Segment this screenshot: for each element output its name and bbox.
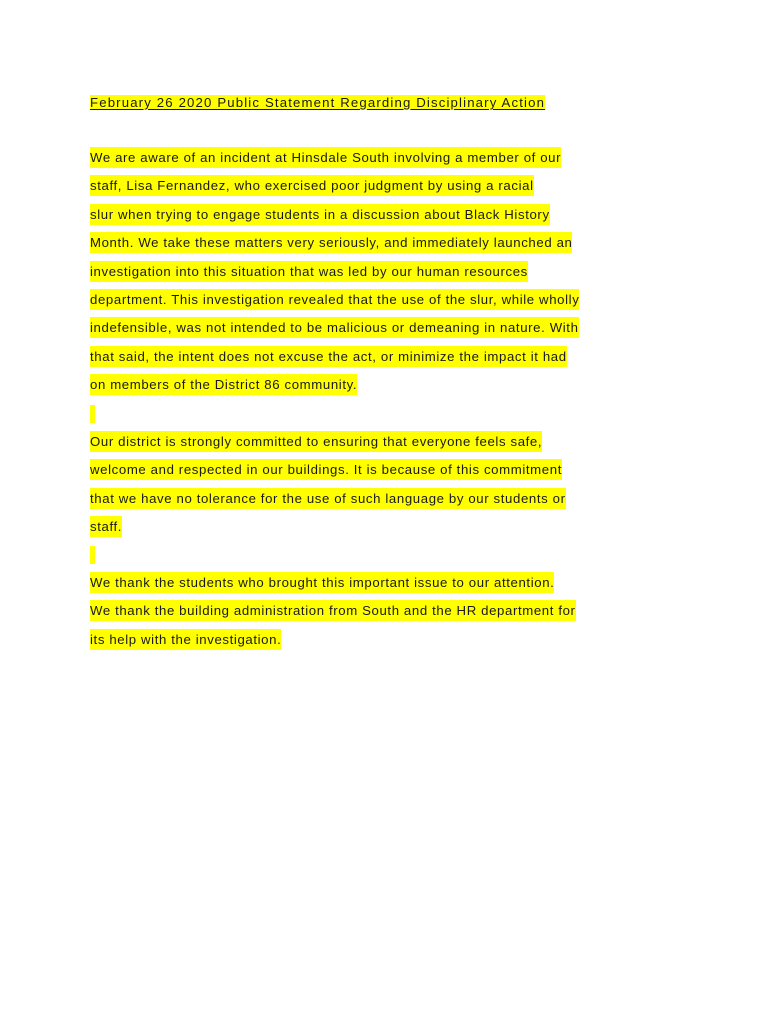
paragraph-line [90,286,690,314]
paragraph-line [90,428,690,456]
paragraph-line [90,456,690,484]
paragraph-line [90,144,690,172]
line-text: We thank the building administration from South and the HR department for [90,600,576,621]
line-text: that we have no tolerance for the use of such language by our students or [90,488,566,509]
line-text: welcome and respected in our buildings. It is because of this commitment [90,459,562,480]
document-title [90,94,545,112]
line-text: slur when trying to engage students in a discussion about Black History [90,204,550,225]
paragraph-line [90,258,690,286]
paragraph-thanks [90,569,690,654]
paragraph-line [90,201,690,229]
paragraph-line [90,371,690,399]
blank-highlight-line [90,541,100,569]
line-text: department. This investigation revealed that the use of the slur, while wholly [90,289,579,310]
line-text: investigation into this situation that was led by our human resources [90,261,528,282]
paragraph-commitment [90,428,690,542]
paragraph-line [90,229,690,257]
line-text: staff. [90,516,122,537]
document-title-text: February 26 2020 Public Statement Regarding Disciplinary Action [90,95,546,110]
highlight-mark [90,546,95,564]
line-text: We are aware of an incident at Hinsdale South involving a member of our [90,147,561,168]
paragraph-line [90,569,690,597]
line-text: its help with the investigation. [90,629,281,650]
highlight-mark [90,405,95,423]
paragraph-line [90,314,690,342]
line-text: Month. We take these matters very seriously, and immediately launched an [90,232,572,253]
line-text: Our district is strongly committed to ensuring that everyone feels safe, [90,431,542,452]
line-text: on members of the District 86 community. [90,374,357,395]
paragraph-line [90,597,690,625]
line-text: that said, the intent does not excuse the act, or minimize the impact it had [90,346,567,367]
paragraph-line [90,343,690,371]
paragraph-line [90,513,690,541]
line-text: staff, Lisa Fernandez, who exercised poor judgment by using a racial [90,175,534,196]
paragraph-incident [90,144,690,400]
line-text: indefensible, was not intended to be malicious or demeaning in nature. With [90,317,579,338]
blank-highlight-line [90,400,100,428]
paragraph-line [90,485,690,513]
paragraph-line [90,626,690,654]
line-text: We thank the students who brought this important issue to our attention. [90,572,554,593]
paragraph-line [90,172,690,200]
